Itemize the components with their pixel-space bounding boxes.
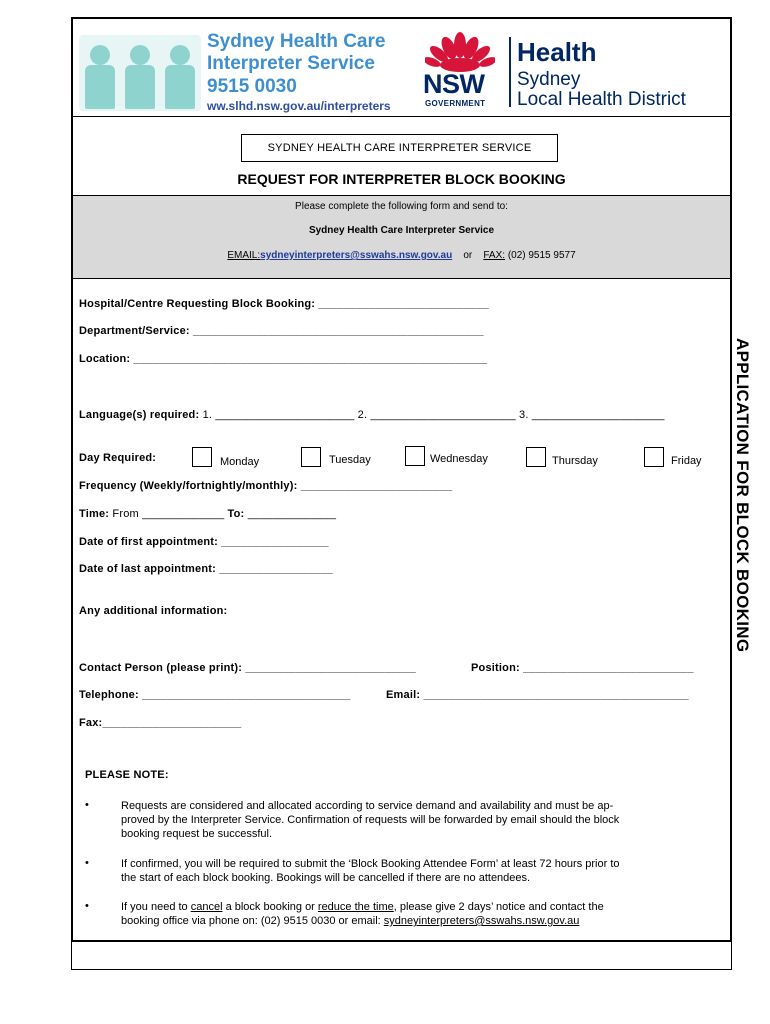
contact-person-field[interactable]: Contact Person (please print): ___________________________ — [79, 662, 416, 674]
bullet-3: • — [85, 900, 89, 912]
form-title: REQUEST FOR INTERPRETER BLOCK BOOKING — [237, 171, 566, 187]
waratah-icon — [425, 31, 495, 73]
form-frame — [71, 17, 732, 942]
fax-label: FAX: — [483, 250, 506, 261]
email-link[interactable]: sydneyinterpreters@sswahs.nsw.gov.au — [260, 250, 453, 261]
monday-label: Monday — [220, 456, 260, 468]
note-3: If you need to cancel a block booking or reduce the time, please give 2 days’ notice and contact the booking office via phone on: (02) 9515 0030 or email: sydneyinterpreters@sswahs.nsw.gov.au — [121, 901, 604, 927]
email-label: EMAIL: — [227, 250, 261, 261]
header-divider — [73, 116, 730, 117]
time-field[interactable] — [79, 508, 336, 520]
note-email-link[interactable]: sydneyinterpreters@sswahs.nsw.gov.au — [383, 915, 580, 927]
first-appointment-field[interactable]: Date of first appointment: _________________ — [79, 536, 329, 548]
department-field[interactable]: Department/Service: ______________________________________________ — [79, 325, 484, 337]
government-label: GOVERNMENT — [425, 99, 486, 108]
note-2: If confirmed, you will be required to submit the ‘Block Booking Attendee Form’ at least 72 hours prior to the start of each block booking. Bookings will be cancelled if there are no attendees. — [121, 858, 620, 884]
district-line-2: Local Health District — [517, 89, 686, 110]
monday-checkbox[interactable] — [192, 447, 212, 467]
side-label: APPLICATION FOR BLOCK BOOKING — [733, 338, 752, 653]
hospital-field[interactable]: Hospital/Centre Requesting Block Booking: ___________________________ — [79, 298, 489, 310]
logo-website: ww.slhd.nsw.gov.au/interpreters — [207, 99, 391, 113]
header-area — [73, 19, 730, 194]
fax-field[interactable]: Fax:______________________ — [79, 717, 242, 729]
day-required-label: Day Required: — [79, 452, 157, 464]
wednesday-label: Wednesday — [430, 453, 488, 465]
location-field[interactable]: Location: ________________________________________________________ — [79, 353, 488, 365]
friday-label: Friday — [671, 455, 702, 467]
languages-label: Language(s) required: — [79, 409, 200, 421]
instructions-line-1: Please complete the following form and send to: — [295, 201, 508, 212]
logo-phone: 9515 0030 — [207, 76, 297, 97]
wednesday-checkbox[interactable] — [405, 446, 425, 466]
bullet-2: • — [85, 857, 89, 869]
additional-info-field[interactable]: Any additional information: — [79, 605, 228, 617]
bullet-1: • — [85, 799, 89, 811]
languages-field[interactable] — [79, 409, 665, 421]
district-line-1: Sydney — [517, 69, 581, 90]
thursday-checkbox[interactable] — [526, 447, 546, 467]
frequency-field[interactable]: Frequency (Weekly/fortnightly/monthly): ________________________ — [79, 480, 453, 492]
time-from: From _____________ — [112, 508, 225, 520]
last-appointment-field[interactable]: Date of last appointment: __________________ — [79, 563, 333, 575]
tuesday-checkbox[interactable] — [301, 447, 321, 467]
fax-number: (02) 9515 9577 — [507, 250, 576, 261]
position-field[interactable]: Position: ___________________________ — [471, 662, 694, 674]
note-1: Requests are considered and allocated according to service demand and availability and must be ap- proved by the Interpreter Service. Confirmation of requests will be forwarded by email should the block booking request be successful. — [121, 800, 620, 840]
band-divider — [73, 278, 730, 279]
time-to-label: To: — [227, 508, 245, 520]
time-label: Time: — [79, 508, 110, 520]
please-note-heading: PLEASE NOTE: — [85, 769, 169, 781]
nsw-health-logo — [419, 29, 719, 119]
sydney-health-care-logo — [79, 29, 409, 119]
people-figures-icon — [79, 35, 201, 111]
instructions-band — [73, 196, 730, 278]
nsw-wordmark: NSW — [423, 69, 485, 99]
contact-line — [73, 250, 730, 261]
email-field[interactable]: Email: __________________________________________ — [386, 689, 689, 701]
logo-divider — [509, 37, 511, 107]
footer-strip — [71, 940, 732, 970]
logo-title: Sydney Health Care Interpreter Service — [207, 31, 386, 74]
service-name-box: SYDNEY HEALTH CARE INTERPRETER SERVICE — [241, 134, 558, 162]
time-to-blank: ______________ — [247, 508, 337, 520]
health-title: Health — [517, 37, 597, 67]
tuesday-label: Tuesday — [329, 454, 371, 466]
telephone-field[interactable]: Telephone: _________________________________ — [79, 689, 351, 701]
thursday-label: Thursday — [552, 455, 598, 467]
friday-checkbox[interactable] — [644, 447, 664, 467]
or-text: or — [463, 250, 473, 261]
languages-blanks: 1. ______________________ 2. _______________________ 3. _____________________ — [202, 409, 665, 421]
instructions-line-2: Sydney Health Care Interpreter Service — [308, 225, 495, 236]
